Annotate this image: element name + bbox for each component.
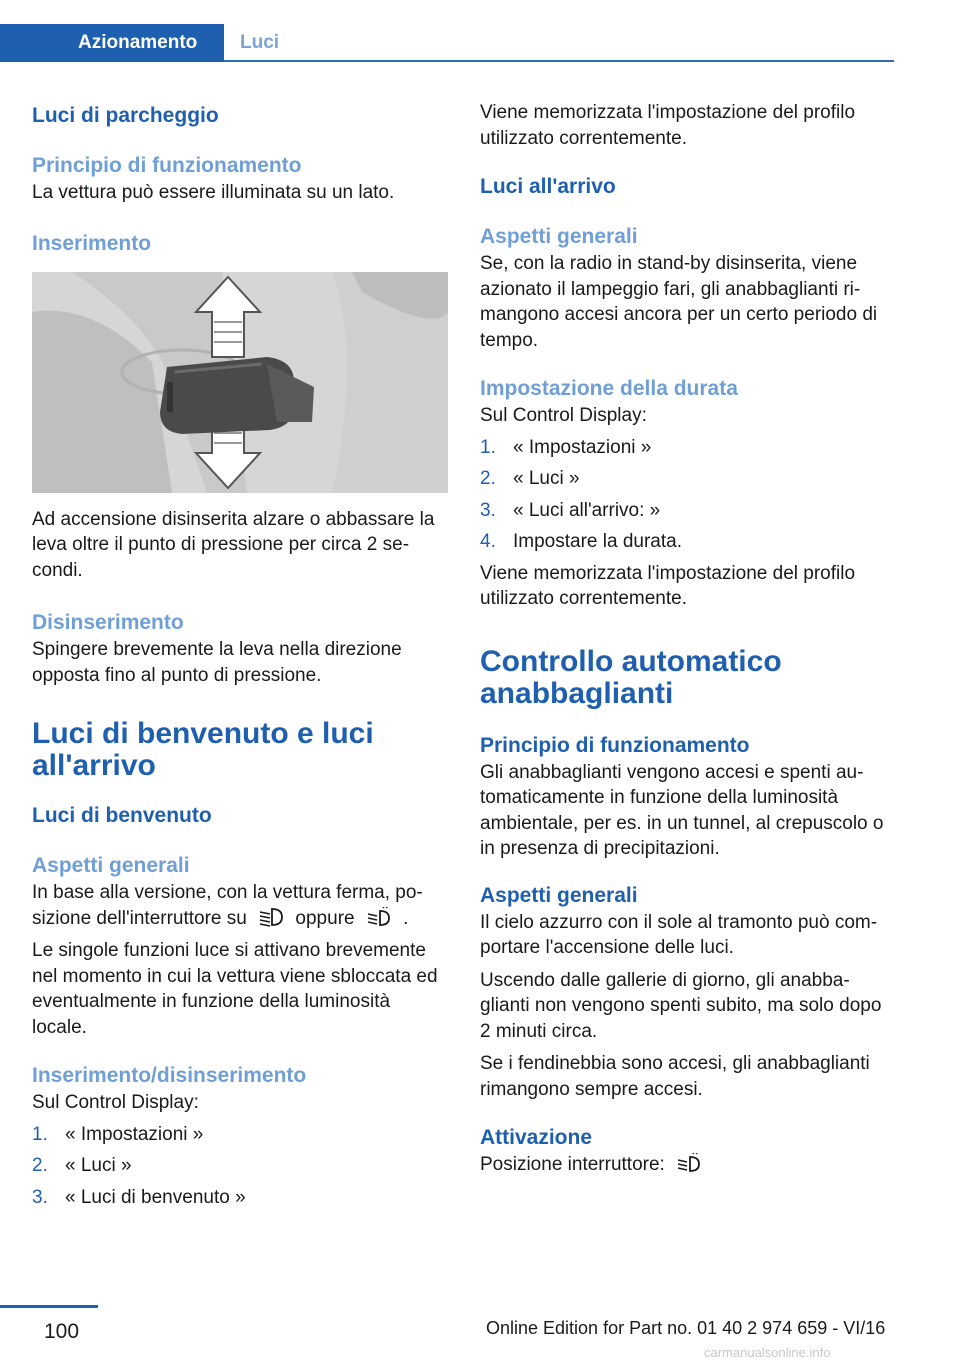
off-text: Spingere brevemente la leva nella direzione opposta fino al punto di pressione. (32, 639, 402, 686)
list-text: « Luci » (513, 468, 580, 489)
list-item (32, 1122, 448, 1148)
auto-general-text2: Uscendo dalle gallerie di giorno, gli anabba‑ glianti non vengono spenti subito, ma solo dopo 2 minuti circa. (480, 969, 882, 1042)
tab-azionamento[interactable]: Azionamento (0, 24, 224, 62)
list-number: 2. (32, 1155, 48, 1176)
auto-light-icon (364, 907, 394, 927)
saved-text: Viene memorizzata l'impostazione del profilo utilizzato correntemente. (480, 102, 856, 149)
general-text-c: . (403, 907, 409, 929)
right-column (480, 100, 896, 1178)
auto-general-text3: Se i fendinebbia sono accesi, gli anabbaglianti rimangono sempre accesi. (480, 1053, 870, 1100)
welcome-title: Luci di benvenuto (32, 804, 212, 827)
principle-title: Principio di funzionamento (32, 154, 302, 177)
auto-light-icon (674, 1153, 704, 1173)
off-title: Disinserimento (32, 611, 184, 634)
list-item (480, 435, 896, 461)
list-text: « Luci » (65, 1155, 132, 1176)
list-item (480, 498, 896, 524)
edition-text: Online Edition for Part no. 01 40 2 974 659 - VI/16 (486, 1318, 886, 1338)
list-text: « Impostazioni » (65, 1123, 204, 1145)
lever-figure (32, 272, 448, 493)
auto-principle-text: Gli anabbaglianti vengono accesi e spenti au‑ tomaticamente in funzione della luminosità ambientale, per es. in un tunnel, al crepuscolo o in presenza di precipitazioni. (480, 761, 884, 859)
auto-principle-title: Principio di funzionamento (480, 733, 750, 757)
list-text: « Luci all'arrivo: » (513, 499, 661, 521)
general-text2: Le singole funzioni luce si attivano brevemente nel momento in cui la vettura viene sbloccata ed eventualmente in funzione della luminosità locale. (32, 940, 438, 1038)
footer-rule (0, 1305, 98, 1308)
arrival-general-title: Aspetti generali (480, 225, 638, 248)
onoff-steps (32, 1122, 448, 1211)
general-text-b: oppure (295, 907, 355, 929)
saved-text2: Viene memorizzata l'impostazione del profilo utilizzato correntemente. (480, 562, 856, 609)
tab-luci[interactable]: Luci (240, 32, 280, 53)
list-text: « Luci di benvenuto » (65, 1186, 246, 1208)
onoff-intro: Sul Control Display: (32, 1092, 199, 1113)
list-item (32, 1185, 448, 1211)
parking-title: Luci di parcheggio (32, 104, 219, 127)
list-number: 3. (480, 499, 496, 521)
list-number: 1. (480, 436, 496, 458)
duration-steps (480, 435, 896, 555)
welcome-section-title: Luci di benvenuto e luci all'arrivo (32, 717, 374, 782)
list-number: 1. (32, 1123, 48, 1145)
list-number: 4. (480, 531, 496, 552)
onoff-title: Inserimento/disinserimento (32, 1064, 307, 1087)
general-text-a: In base alla versione, con la vettura ferma, po‑ sizione dell'interruttore su (32, 882, 423, 929)
arrival-general-text: Se, con la radio in stand-by disinserita, viene azionato il lampeggio fari, gli anabbaglianti ri‑ mangono accesi ancora per un certo periodo di tempo. (480, 253, 878, 351)
duration-title: Impostazione della durata (480, 377, 738, 400)
arrival-title: Luci all'arrivo (480, 175, 616, 198)
principle-text: La vettura può essere illuminata su un lato. (32, 182, 395, 203)
list-number: 2. (480, 468, 496, 489)
list-number: 3. (32, 1186, 48, 1208)
list-item (480, 529, 896, 555)
list-text: Impostare la durata. (513, 531, 682, 552)
watermark: carmanualsonline.info (704, 1345, 831, 1360)
page-number: 100 (44, 1320, 80, 1343)
duration-intro: Sul Control Display: (480, 405, 647, 426)
activation-label: Posizione interruttore: (480, 1154, 665, 1175)
low-beam-icon (256, 907, 286, 927)
list-item (480, 466, 896, 492)
activation-title: Attivazione (480, 1126, 593, 1149)
list-item (32, 1153, 448, 1179)
activation-text (480, 1152, 896, 1178)
auto-section-title: Controllo automatico anabbaglianti (480, 644, 782, 710)
general-title: Aspetti generali (32, 854, 190, 877)
on-text: Ad accensione disinserita alzare o abbassare la leva oltre il punto di pressione per circa 2 se‑ condi. (32, 508, 435, 581)
general-text (32, 880, 448, 931)
on-title: Inserimento (32, 231, 152, 255)
left-column (32, 100, 448, 1210)
list-text: « Impostazioni » (513, 436, 652, 458)
auto-general-title: Aspetti generali (480, 883, 638, 907)
auto-general-text1: Il cielo azzurro con il sole al tramonto può com‑ portare l'accensione delle luci. (480, 911, 878, 958)
header-tabbar (0, 24, 894, 62)
